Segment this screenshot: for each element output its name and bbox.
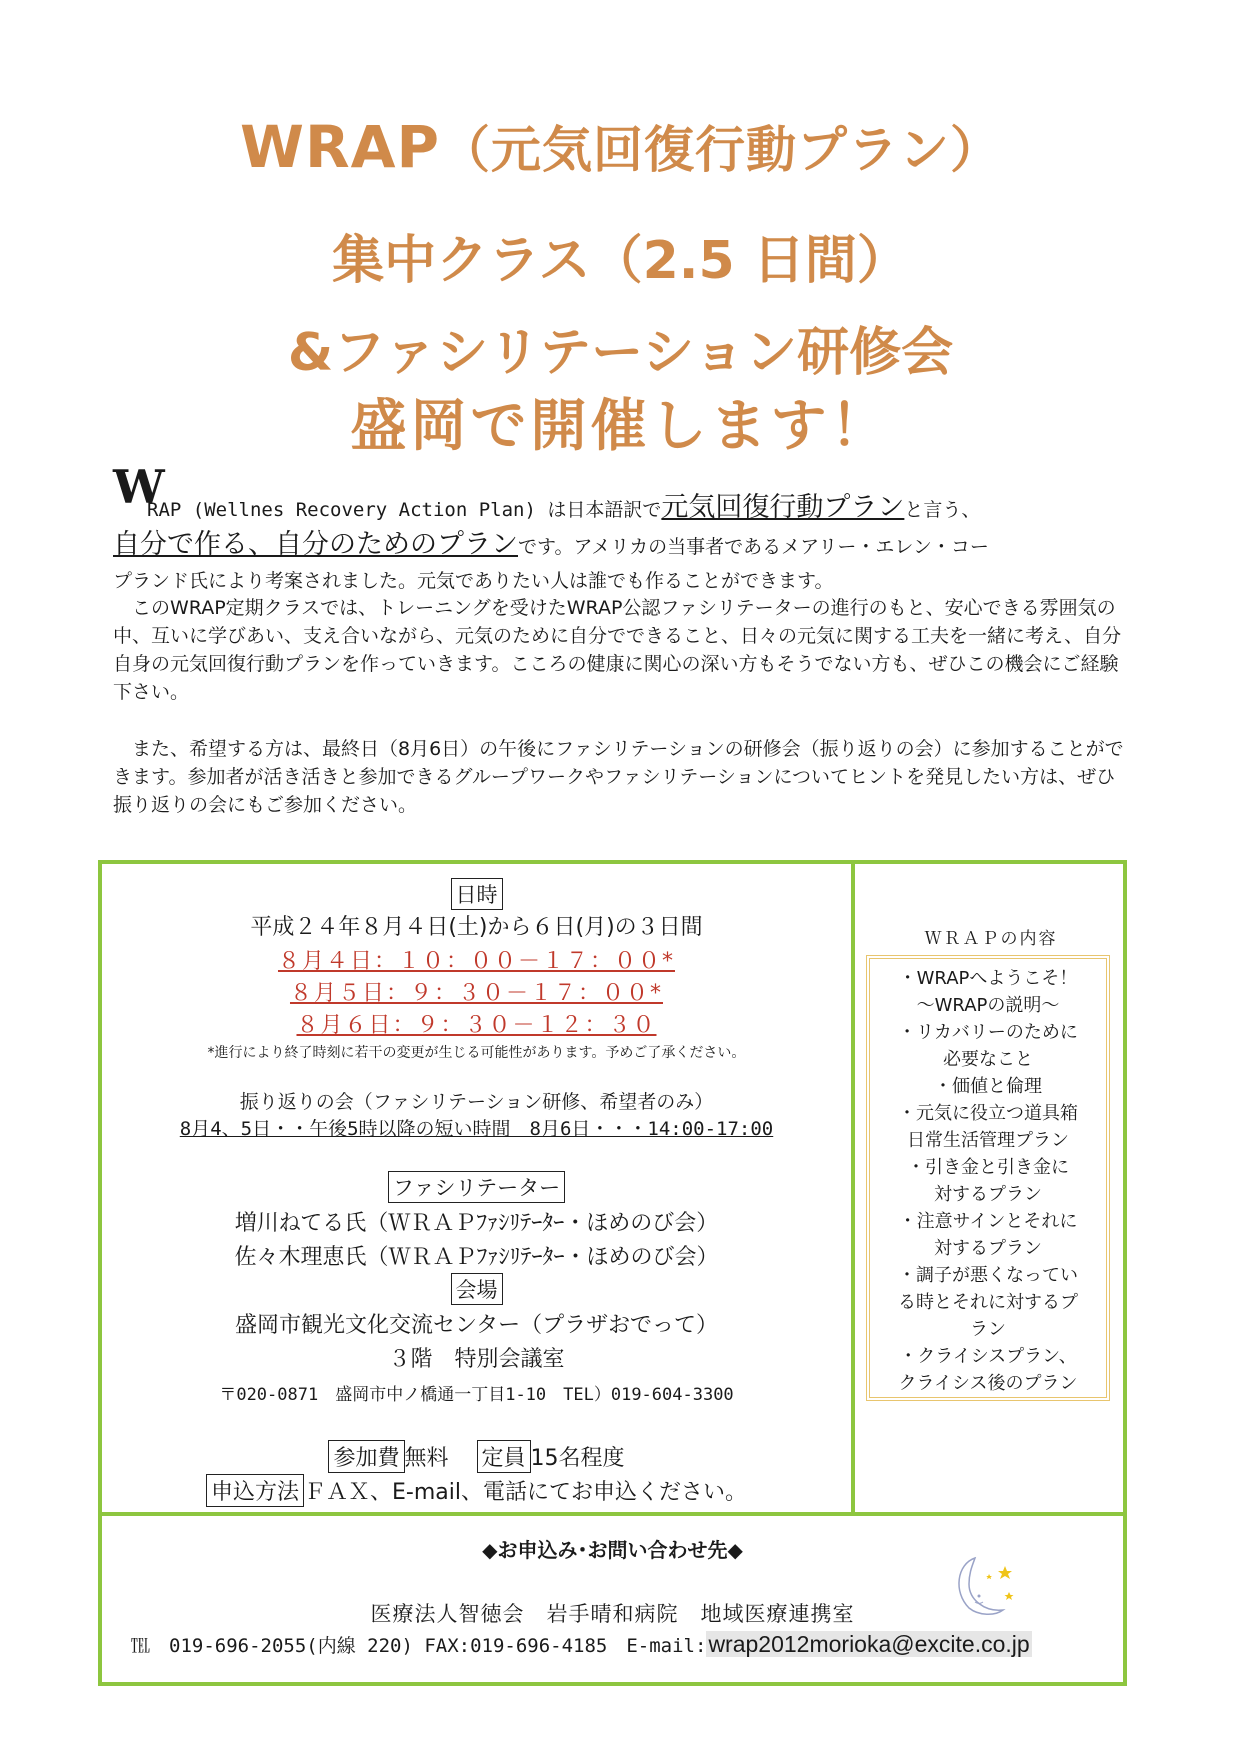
facilitator-1: 増川ねてる氏（ＷＲＡＰﾌｧｼﾘﾃｰﾀｰ・ほめのび会） xyxy=(234,1211,719,1236)
intro-paragraph-3: また、希望する方は、最終日（8月6日）の午後にファシリテーションの研修会（振り返りの会）に参加することができます。参加者が活き活きと参加できるグループワークやファシリテーションについてヒントを発見したい方は、ぜひ振り返りの会にもご参加ください。 xyxy=(113,738,1124,816)
title-line-3: &ファシリテーション研修会 xyxy=(287,323,954,383)
wrap-contents-item: 必要なこと xyxy=(943,1049,1033,1070)
wrap-contents-item: ・クライシスプラン、 xyxy=(899,1346,1077,1367)
venue-room: ３階 特別会議室 xyxy=(388,1347,565,1372)
day3-time: ８月６日：９：３０－１２：３０ xyxy=(296,1013,657,1038)
contact-email[interactable]: wrap2012morioka@excite.co.jp xyxy=(708,1631,1030,1657)
wrap-contents-item: ラン xyxy=(970,1319,1006,1340)
title-line-2: 集中クラス（2.5 日間） xyxy=(332,231,909,291)
wrap-contents-item: る時とそれに対するプ xyxy=(898,1292,1078,1313)
wrap-contents-item: ・調子が悪くなってい xyxy=(898,1265,1078,1286)
day2-time: ８月５日：９：３０－１７：００* xyxy=(289,981,663,1006)
intro-emphasis-own-plan: 自分で作る、自分のためのプラン xyxy=(113,529,518,560)
date-label-row xyxy=(102,878,851,910)
wrap-contents-item: ・WRAPへようこそ！ xyxy=(898,968,1078,989)
wrap-contents-item: ・価値と倫理 xyxy=(934,1076,1042,1097)
capacity-label: 定員 xyxy=(477,1440,531,1473)
review-title: 振り返りの会（ファシリテーション研修、希望者のみ） xyxy=(239,1091,714,1113)
venue-address: 〒020-0871 盛岡市中ノ橋通一丁目1-10 TEL）019-604-3300 xyxy=(219,1385,734,1405)
day1-time: ８月４日：１０：００－１７：００* xyxy=(277,949,675,974)
wrap-contents-item: ・リカバリーのために xyxy=(898,1022,1078,1043)
wrap-contents-item: ～WRAPの説明～ xyxy=(916,995,1060,1016)
intro-line-2 xyxy=(113,522,989,561)
title-line-4: 盛岡で開催します！ xyxy=(350,394,891,459)
intro-line-2-tail: です。アメリカの当事者であるメアリー・エレン・コー xyxy=(518,536,989,558)
facilitator-label-row xyxy=(102,1171,851,1203)
title-wrap: WRAP xyxy=(239,113,441,181)
day2-row xyxy=(102,976,851,1007)
intro-line-1-text: RAP (Wellnes Recovery Action Plan) は日本語訳で xyxy=(147,499,662,521)
review-times: 8月4、5日・・午後5時以降の短い時間 8月6日・・・14:00-17:00 xyxy=(179,1118,774,1140)
intro-paragraph-2: このWRAP定期クラスでは、トレーニングを受けたWRAP公認ファシリテーターの進行のもと、安心できる雰囲気の中、互いに学びあい、支え合いながら、元気のために自分でできること、日々の元気に関する工夫を一緒に考え、自分自身の元気回復行動プランを作っていきます。こころの健康に関心の深い方もそうでない方も、ぜひこの機会にご経験下さい。 xyxy=(113,597,1122,703)
date-label: 日時 xyxy=(451,878,503,910)
facilitator-2: 佐々木理恵氏（ＷＲＡＰﾌｧｼﾘﾃｰﾀｰ・ほめのび会） xyxy=(234,1245,719,1270)
wrap-contents-item: ・引き金と引き金に xyxy=(907,1157,1069,1178)
intro-line-1 xyxy=(147,485,980,524)
contact-phone-fax xyxy=(131,1631,1032,1658)
intro-line-1-tail: と言う、 xyxy=(904,499,981,521)
intro-initial-letter: W xyxy=(113,460,165,514)
capacity-value: 15名程度 xyxy=(530,1446,625,1471)
fee-capacity-row xyxy=(102,1440,851,1473)
wrap-contents-item: ・注意サインとそれに xyxy=(898,1211,1078,1232)
wrap-contents-box xyxy=(866,955,1110,1401)
day1-row xyxy=(102,944,851,975)
apply-row xyxy=(102,1474,851,1507)
apply-value: ＦＡＸ、E-mail、電話にてお申込ください。 xyxy=(304,1480,747,1505)
wrap-contents-item: 対するプラン xyxy=(934,1238,1042,1259)
contact-heading: ◆お申込み･お問い合わせ先◆ xyxy=(482,1538,743,1562)
venue-name: 盛岡市観光文化交流センター（プラザおでって） xyxy=(235,1313,718,1338)
intro-paragraph-1: プランド氏により考案されました。元気でありたい人は誰でも作ることができます。 xyxy=(113,570,834,592)
fee-label: 参加費 xyxy=(328,1440,404,1473)
wrap-contents-item: 対するプラン xyxy=(934,1184,1042,1205)
wrap-contents-heading: ＷＲＡＰの内容 xyxy=(924,929,1058,949)
day3-row xyxy=(102,1008,851,1039)
contact-organization: 医療法人智徳会 岩手晴和病院 地域医療連携室 xyxy=(370,1602,855,1626)
apply-label: 申込方法 xyxy=(206,1474,304,1507)
venue-label-row xyxy=(102,1273,851,1305)
fee-value: 無料 xyxy=(404,1446,449,1471)
time-note: *進行により終了時刻に若干の変更が生じる可能性があります。予めご了承ください。 xyxy=(207,1045,746,1061)
title-line-1 xyxy=(0,110,1241,182)
venue-label: 会場 xyxy=(451,1273,503,1305)
wrap-contents-item: ・元気に役立つ道具箱 xyxy=(898,1103,1078,1124)
intro-emphasis-wrap-name: 元気回復行動プラン xyxy=(661,492,905,523)
wrap-contents-item: 日常生活管理プラン xyxy=(907,1130,1069,1151)
facilitator-label: ファシリテーター xyxy=(388,1171,565,1203)
moon-stars-illustration xyxy=(945,1552,1025,1622)
contact-tel-fax-text: ℡ 019-696-2055(内線 220) FAX:019-696-4185 E-mail: xyxy=(131,1635,707,1657)
title-wrap-subtitle: （元気回復行動プラン） xyxy=(440,121,1002,179)
wrap-contents-item: クライシス後のプラン xyxy=(898,1373,1078,1394)
date-range: 平成２４年８月４日(土)から６日(月)の３日間 xyxy=(250,915,703,940)
